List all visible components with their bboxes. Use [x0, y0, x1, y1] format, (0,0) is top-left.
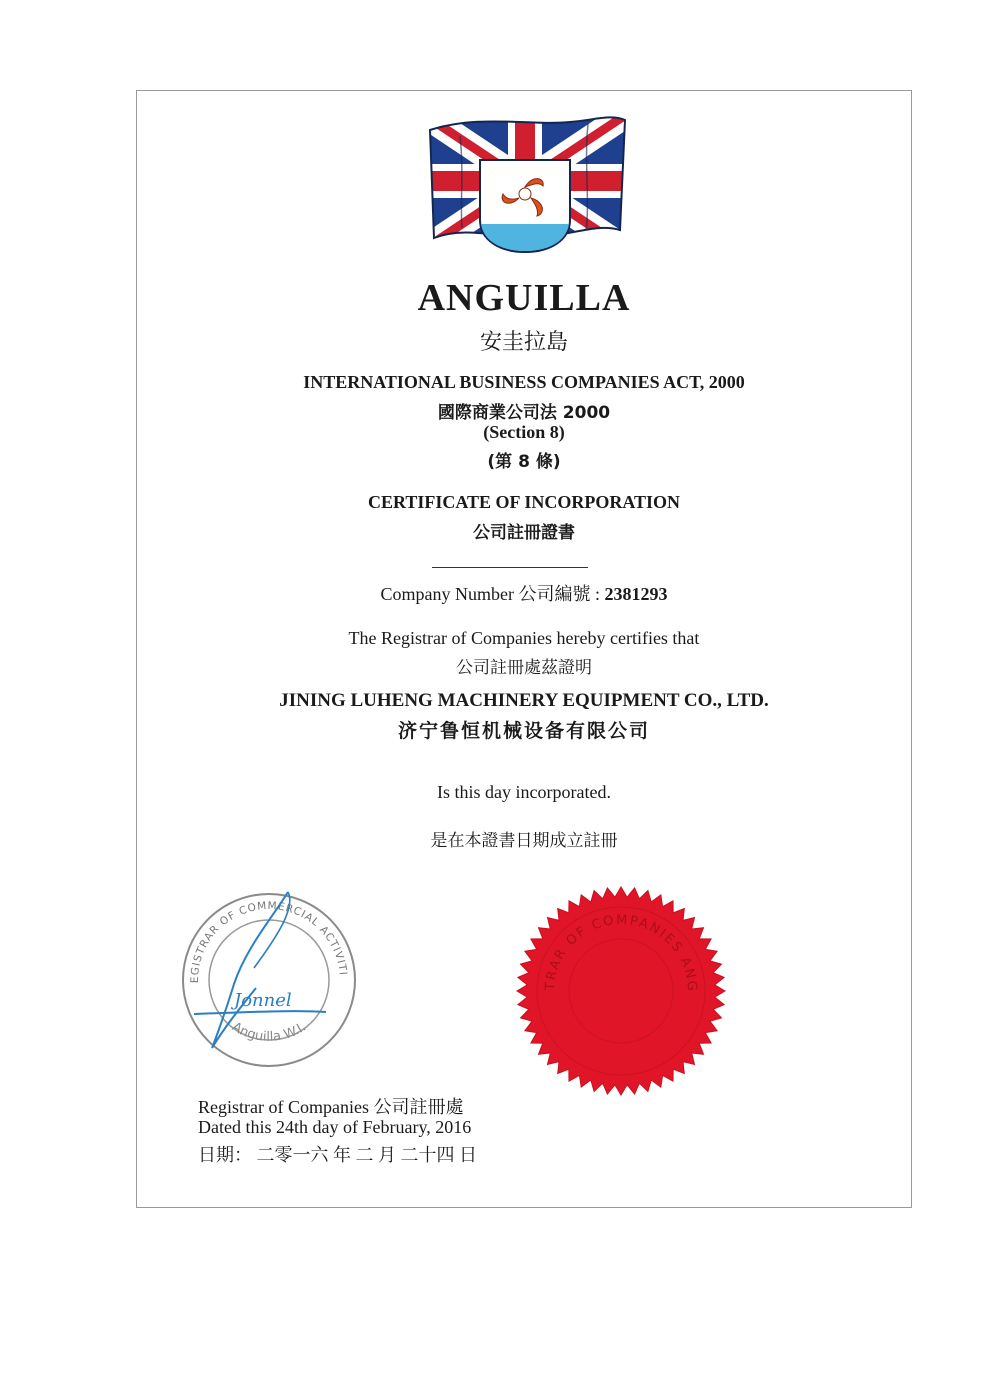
act-title-cn: 國際商業公司法 2000 — [437, 403, 611, 423]
company-name-cn: 济宁鲁恒机械设备有限公司 — [397, 720, 650, 742]
red-seal — [507, 873, 728, 1098]
stamp-bottom-text: Anguilla W.I. — [229, 1019, 309, 1045]
act-section-cn: (第 8 條) — [487, 452, 561, 472]
certificate-title-cn: 公司註冊證書 — [473, 523, 575, 543]
company-name: JINING LUHENG MACHINERY EQUIPMENT CO., LTD. — [279, 690, 769, 711]
registrar-line: Registrar of Companies 公司註冊處 — [198, 1097, 464, 1117]
svg-text:Anguilla W.I. — [229, 1020, 309, 1045]
registrar-stamp — [171, 879, 362, 1068]
anguilla-flag-emblem — [420, 112, 630, 252]
date-cn-line: 日期： 二零一六 年 二 月 二十四 日 — [198, 1145, 477, 1165]
country-name: ANGUILLA — [417, 277, 631, 319]
company-number-label: Company Number 公司編號 : — [380, 584, 600, 604]
company-number-value: 2381293 — [604, 584, 668, 604]
divider-line — [432, 567, 588, 568]
stamp-outer-text: REGISTRAR OF COMMERCIAL ACTIVITIES — [171, 879, 349, 984]
dated-line: Dated this 24th day of February, 2016 — [198, 1117, 472, 1137]
certificate-title: CERTIFICATE OF INCORPORATION — [367, 492, 681, 512]
seal-text: REGISTRAR OF COMPANIES ANGUILLA — [507, 873, 700, 994]
stamp-signature: Jonnel — [234, 990, 292, 1011]
incorporated-text: Is this day incorporated. — [437, 782, 611, 802]
certifies-text: The Registrar of Companies hereby certifies that — [348, 628, 700, 648]
incorporated-text-cn: 是在本證書日期成立註冊 — [430, 831, 618, 851]
act-title: INTERNATIONAL BUSINESS COMPANIES ACT, 2000 — [303, 372, 745, 392]
country-name-cn: 安圭拉島 — [479, 330, 568, 355]
act-section: (Section 8) — [483, 422, 565, 442]
certifies-text-cn: 公司註冊處茲證明 — [456, 658, 592, 678]
company-number — [136, 580, 912, 606]
